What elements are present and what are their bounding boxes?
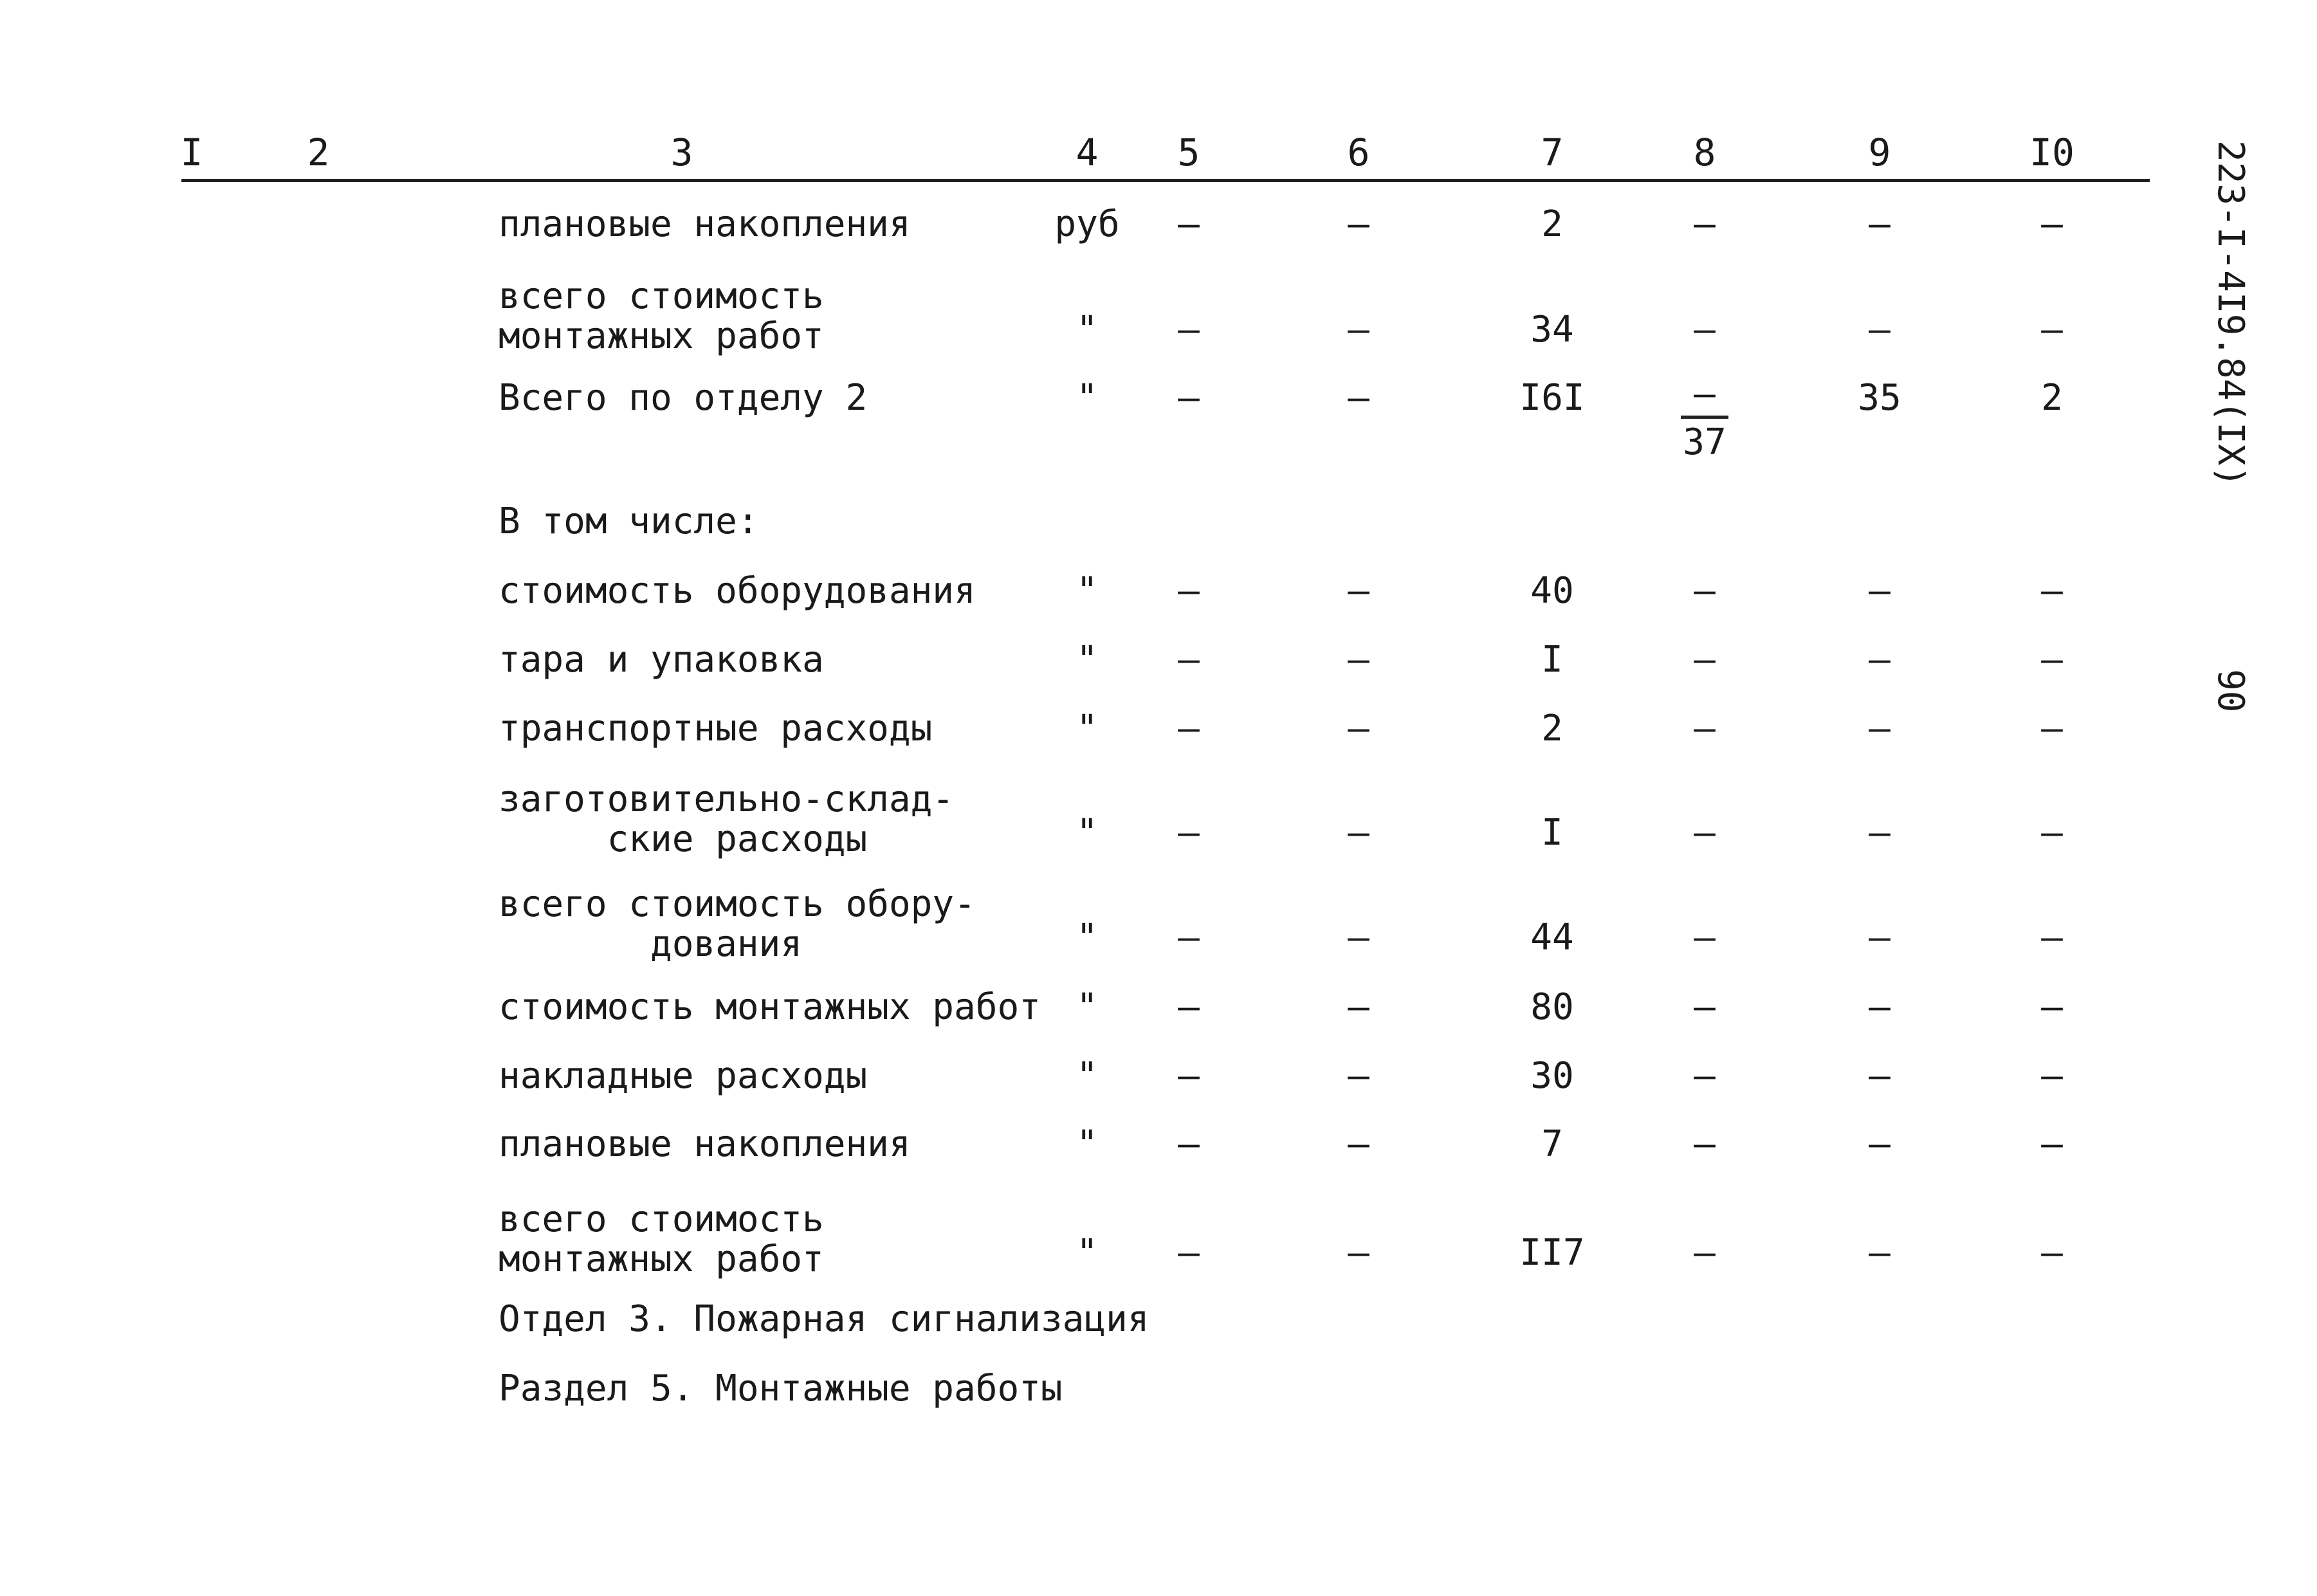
- unit-cell: ": [1076, 1232, 1098, 1274]
- row-label: Раздел 5. Монтажные работы: [499, 1368, 1063, 1409]
- col5-cell: –: [1178, 986, 1200, 1028]
- col7-cell: 34: [1530, 309, 1574, 351]
- col6-cell: –: [1348, 1232, 1369, 1274]
- col5-cell: –: [1178, 1055, 1200, 1097]
- col7-cell: I: [1541, 639, 1563, 681]
- col9-cell: –: [1869, 1232, 1891, 1274]
- col7-cell: 2: [1541, 708, 1563, 749]
- fraction-numerator: –: [1694, 373, 1716, 415]
- column-header-7: 7: [1541, 131, 1564, 174]
- unit-cell: ": [1076, 1123, 1098, 1165]
- row-label: всего стоимость монтажных работ: [499, 275, 824, 357]
- column-header-6: 6: [1347, 131, 1370, 174]
- col10-cell: –: [2041, 1123, 2063, 1165]
- col8-cell: –: [1694, 1123, 1716, 1165]
- row-label: В том числе:: [499, 500, 759, 542]
- col7-cell: I6I: [1519, 377, 1585, 419]
- col8-cell: –: [1694, 917, 1716, 959]
- column-header-8: 8: [1693, 131, 1716, 174]
- unit-cell: ": [1076, 986, 1098, 1028]
- unit-cell: ": [1076, 639, 1098, 681]
- col6-cell: –: [1348, 986, 1369, 1028]
- row-label: Отдел 3. Пожарная сигнализация: [499, 1298, 1149, 1340]
- col7-cell: 30: [1530, 1055, 1574, 1097]
- unit-cell: ": [1076, 917, 1098, 959]
- unit-cell: ": [1076, 377, 1098, 419]
- col8-cell: –: [1694, 1232, 1716, 1274]
- col5-cell: –: [1178, 377, 1200, 419]
- col9-cell: –: [1869, 986, 1891, 1028]
- col8-cell: –: [1694, 812, 1716, 854]
- unit-cell: руб: [1054, 203, 1120, 245]
- unit-cell: ": [1076, 812, 1098, 854]
- col6-cell: –: [1348, 812, 1369, 854]
- col9-cell: –: [1869, 309, 1891, 351]
- page-number: 90: [2210, 669, 2251, 713]
- col6-cell: –: [1348, 570, 1369, 612]
- unit-cell: ": [1076, 708, 1098, 749]
- col8-cell: –: [1694, 639, 1716, 681]
- col8-cell: –: [1694, 309, 1716, 351]
- col5-cell: –: [1178, 639, 1200, 681]
- column-header-9: 9: [1868, 131, 1891, 174]
- col9-cell: –: [1869, 570, 1891, 612]
- fraction-bar: [1681, 416, 1728, 419]
- row-label: тара и упаковка: [499, 639, 824, 681]
- col7-cell: 80: [1530, 986, 1574, 1028]
- col10-cell: –: [2041, 1055, 2063, 1097]
- col5-cell: –: [1178, 203, 1200, 245]
- col9-cell: –: [1869, 917, 1891, 959]
- col5-cell: –: [1178, 309, 1200, 351]
- col9-cell: –: [1869, 1123, 1891, 1165]
- col9-cell: –: [1869, 708, 1891, 749]
- col6-cell: –: [1348, 377, 1369, 419]
- column-header-4: 4: [1076, 131, 1099, 174]
- col5-cell: –: [1178, 1123, 1200, 1165]
- col10-cell: –: [2041, 639, 2063, 681]
- col5-cell: –: [1178, 917, 1200, 959]
- col8-cell: –: [1694, 1055, 1716, 1097]
- col7-cell: 40: [1530, 570, 1574, 612]
- col6-cell: –: [1348, 1123, 1369, 1165]
- col5-cell: –: [1178, 570, 1200, 612]
- col6-cell: –: [1348, 708, 1369, 749]
- col5-cell: –: [1178, 708, 1200, 749]
- col8-cell: –: [1694, 570, 1716, 612]
- row-label: транспортные расходы: [499, 708, 933, 749]
- row-label: стоимость монтажных работ: [499, 986, 1041, 1028]
- row-label: всего стоимость обору- дования: [499, 883, 976, 965]
- row-label: заготовительно-склад- ские расходы: [499, 778, 955, 860]
- col10-cell: –: [2041, 812, 2063, 854]
- col7-cell: I: [1541, 812, 1563, 854]
- col5-cell: –: [1178, 812, 1200, 854]
- unit-cell: ": [1076, 570, 1098, 612]
- column-header-2: 2: [307, 131, 330, 174]
- column-header-3: 3: [670, 131, 693, 174]
- row-label: накладные расходы: [499, 1055, 868, 1097]
- col9-cell: 35: [1858, 377, 1901, 419]
- col6-cell: –: [1348, 917, 1369, 959]
- unit-cell: ": [1076, 309, 1098, 351]
- fraction-denominator: 37: [1683, 421, 1726, 463]
- col10-cell: 2: [2041, 377, 2063, 419]
- col6-cell: –: [1348, 309, 1369, 351]
- col10-cell: –: [2041, 309, 2063, 351]
- row-label: стоимость оборудования: [499, 570, 976, 612]
- col9-cell: –: [1869, 812, 1891, 854]
- col10-cell: –: [2041, 1232, 2063, 1274]
- col5-cell: –: [1178, 1232, 1200, 1274]
- row-label: Всего по отделу 2: [499, 377, 868, 419]
- column-header-5: 5: [1177, 131, 1200, 174]
- col6-cell: –: [1348, 639, 1369, 681]
- column-header-1: I: [180, 131, 203, 174]
- col9-cell: –: [1869, 203, 1891, 245]
- col8-fraction: [1681, 374, 1728, 463]
- col10-cell: –: [2041, 203, 2063, 245]
- row-label: плановые накопления: [499, 203, 911, 245]
- row-label: всего стоимость монтажных работ: [499, 1198, 824, 1280]
- col10-cell: –: [2041, 917, 2063, 959]
- col9-cell: –: [1869, 1055, 1891, 1097]
- col6-cell: –: [1348, 1055, 1369, 1097]
- col6-cell: –: [1348, 203, 1369, 245]
- column-header-10: I0: [2029, 131, 2074, 174]
- document-code: 223-I-4I9.84(IX): [2210, 140, 2251, 488]
- header-rule: [181, 179, 2150, 182]
- col7-cell: 2: [1541, 203, 1563, 245]
- row-label: плановые накопления: [499, 1123, 911, 1165]
- col8-cell: –: [1694, 203, 1716, 245]
- col7-cell: 7: [1541, 1123, 1563, 1165]
- col9-cell: –: [1869, 639, 1891, 681]
- col7-cell: 44: [1530, 917, 1574, 959]
- col7-cell: II7: [1519, 1232, 1585, 1274]
- col8-cell: –: [1694, 986, 1716, 1028]
- col10-cell: –: [2041, 986, 2063, 1028]
- col10-cell: –: [2041, 570, 2063, 612]
- col8-cell: –: [1694, 708, 1716, 749]
- unit-cell: ": [1076, 1055, 1098, 1097]
- col10-cell: –: [2041, 708, 2063, 749]
